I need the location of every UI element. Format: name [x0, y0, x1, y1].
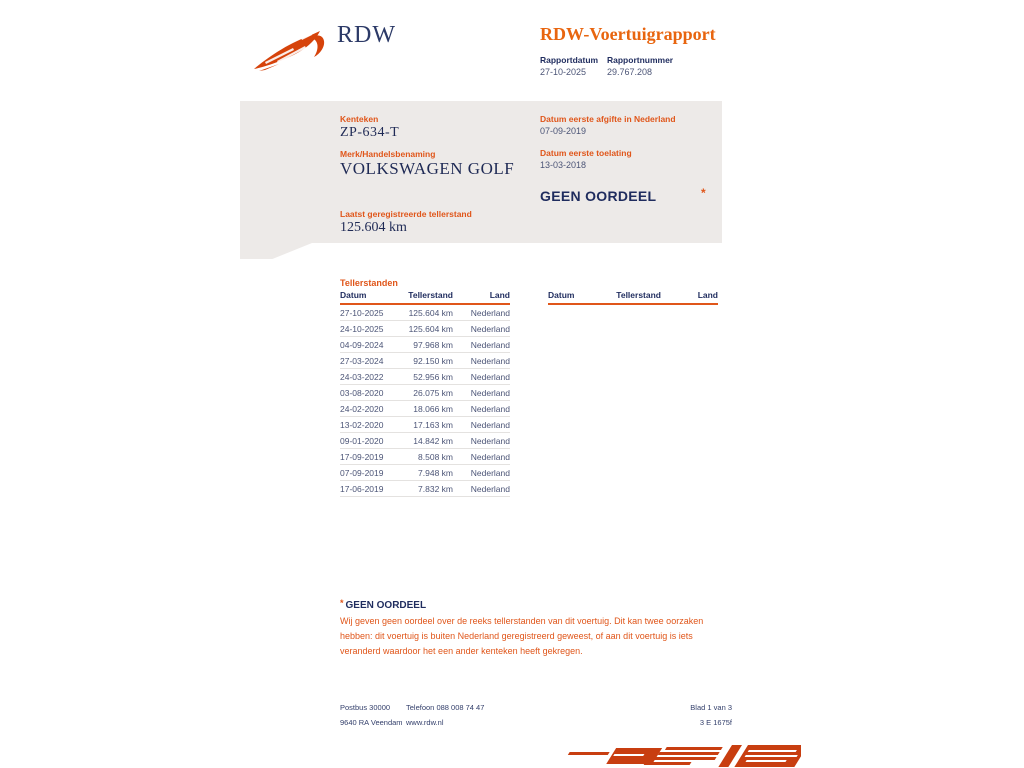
footer-address [340, 700, 403, 730]
footer-postbus: Postbus 30000 [340, 703, 391, 712]
report-date-label: Rapportdatum [540, 55, 599, 65]
cell-tellerstand: 17.163 km [413, 420, 453, 430]
footer-form-code: 3 E 1675f [699, 718, 732, 727]
cell-tellerstand: 125.604 km [408, 308, 453, 318]
tellerstanden-table-right [548, 290, 718, 305]
cell-datum: 27-10-2025 [340, 308, 384, 318]
merk-value: VOLKSWAGEN GOLF [340, 159, 515, 178]
column-header-datum: Datum [548, 290, 575, 300]
afgifte-value: 07-09-2019 [540, 126, 587, 136]
table-row [340, 449, 510, 465]
footer-page-number: Blad 1 van 3 [690, 703, 732, 712]
cell-tellerstand: 18.066 km [413, 404, 453, 414]
table-row [340, 321, 510, 337]
summary-box-notch [240, 243, 312, 259]
column-header-land: Land [489, 290, 510, 300]
oordeel-badge: GEEN OORDEEL [540, 188, 657, 204]
cell-land: Nederland [470, 452, 510, 462]
rdw-stripe-decoration [545, 744, 801, 768]
tellerstand-label: Laatst geregistreerde tellerstand [340, 209, 472, 219]
toelating-value: 13-03-2018 [540, 160, 587, 170]
cell-land: Nederland [470, 372, 510, 382]
cell-datum: 24-03-2022 [340, 372, 384, 382]
oordeel-asterisk: * [701, 186, 706, 200]
cell-datum: 24-02-2020 [340, 404, 384, 414]
cell-land: Nederland [470, 324, 510, 334]
table-row [340, 401, 510, 417]
column-header-tellerstand: Tellerstand [616, 290, 661, 300]
tellerstanden-title: Tellerstanden [340, 278, 398, 288]
cell-tellerstand: 7.948 km [418, 468, 453, 478]
cell-tellerstand: 125.604 km [408, 324, 453, 334]
rdw-wing-logo-icon [253, 28, 335, 74]
footer-plaats: 9640 RA Veendam [340, 718, 403, 727]
cell-datum: 17-06-2019 [340, 484, 384, 494]
afgifte-label: Datum eerste afgifte in Nederland [540, 114, 676, 124]
table-row [340, 305, 510, 321]
footnote-asterisk: * [340, 598, 344, 608]
cell-datum: 09-01-2020 [340, 436, 384, 446]
cell-land: Nederland [470, 308, 510, 318]
table-row [340, 433, 510, 449]
table-row [340, 337, 510, 353]
table-header-row [340, 290, 510, 305]
cell-tellerstand: 26.075 km [413, 388, 453, 398]
cell-land: Nederland [470, 388, 510, 398]
cell-land: Nederland [470, 404, 510, 414]
footer-contact [406, 700, 484, 730]
cell-datum: 04-09-2024 [340, 340, 384, 350]
cell-tellerstand: 7.832 km [418, 484, 453, 494]
table-row [340, 417, 510, 433]
cell-land: Nederland [470, 436, 510, 446]
rdw-wordmark: RDW [337, 22, 396, 48]
kenteken-label: Kenteken [340, 114, 379, 124]
cell-land: Nederland [470, 484, 510, 494]
cell-datum: 17-09-2019 [340, 452, 384, 462]
footnote-heading-text: GEEN OORDEEL [345, 600, 427, 611]
cell-tellerstand: 92.150 km [413, 356, 453, 366]
cell-land: Nederland [470, 356, 510, 366]
table-row [340, 353, 510, 369]
footer-website: www.rdw.nl [406, 718, 444, 727]
cell-datum: 27-03-2024 [340, 356, 384, 366]
cell-tellerstand: 8.508 km [418, 452, 453, 462]
cell-land: Nederland [470, 468, 510, 478]
footnote-heading [340, 598, 426, 611]
report-title: RDW-Voertuigrapport [540, 24, 716, 44]
cell-tellerstand: 52.956 km [413, 372, 453, 382]
report-number-value: 29.767.208 [607, 67, 653, 77]
footnote-body: Wij geven geen oordeel over de reeks tellerstanden van dit voertuig. Dit kan twee oorzaken hebben: dit voertuig is buiten Nederland geregistreerd geweest, of aan dit voertuig is iets veranderd waardoor het een ander kenteken heeft gekregen. [340, 616, 704, 656]
cell-tellerstand: 97.968 km [413, 340, 453, 350]
table-row [340, 385, 510, 401]
cell-land: Nederland [470, 340, 510, 350]
footer-page-info [540, 700, 732, 730]
cell-land: Nederland [470, 420, 510, 430]
cell-datum: 13-02-2020 [340, 420, 384, 430]
report-number-label: Rapportnummer [607, 55, 674, 65]
table-row [340, 369, 510, 385]
table-header-row [548, 290, 718, 305]
tellerstanden-table-left [340, 290, 510, 497]
tellerstand-value: 125.604 km [340, 220, 407, 235]
column-header-datum: Datum [340, 290, 367, 300]
toelating-label: Datum eerste toelating [540, 148, 632, 158]
tellerstanden-rows [340, 305, 510, 497]
cell-datum: 03-08-2020 [340, 388, 384, 398]
footer-phone: Telefoon 088 008 74 47 [406, 703, 485, 712]
merk-label: Merk/Handelsbenaming [340, 149, 436, 159]
cell-tellerstand: 14.842 km [413, 436, 453, 446]
report-date-value: 27-10-2025 [540, 67, 587, 77]
table-row [340, 465, 510, 481]
column-header-tellerstand: Tellerstand [408, 290, 453, 300]
kenteken-value: ZP-634-T [340, 125, 400, 140]
table-row [340, 481, 510, 497]
cell-datum: 07-09-2019 [340, 468, 384, 478]
cell-datum: 24-10-2025 [340, 324, 384, 334]
column-header-land: Land [697, 290, 718, 300]
